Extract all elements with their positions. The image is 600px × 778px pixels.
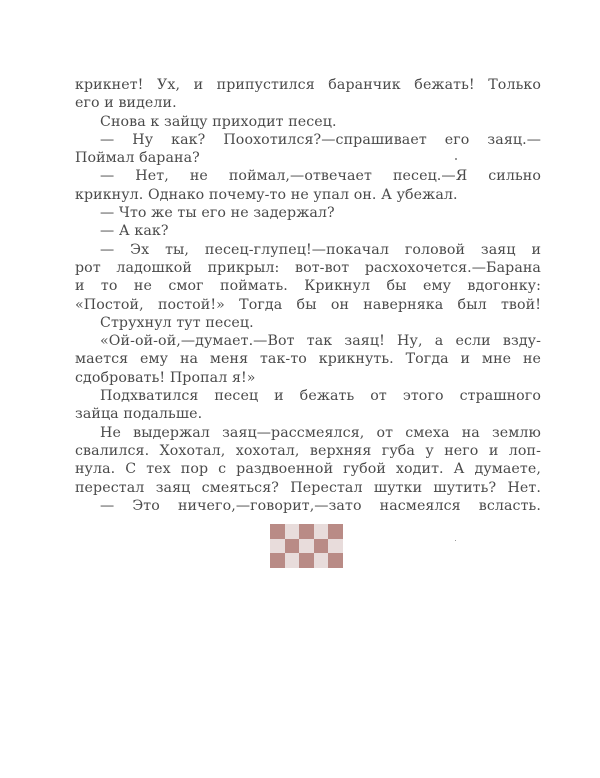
- text-line: сдобровать! Пропал я!»: [75, 369, 256, 386]
- text-line: перестал заяц смеяться? Перестал шутки шутить? Нет.: [75, 479, 541, 496]
- checker-cell: [328, 539, 343, 554]
- checker-cell: [299, 553, 314, 568]
- text-line: мается ему на меня так-то крикнуть. Тогда и мне не: [75, 351, 541, 368]
- checker-cell: [270, 553, 285, 568]
- text-line: крикнул. Однако почему-то не упал он. А убежал.: [75, 186, 458, 203]
- checker-cell: [270, 539, 285, 554]
- text-line: Поймал барана?: [75, 150, 200, 167]
- text-line: и то не смог поймать. Крикнул бы ему вдогонку:: [75, 278, 541, 295]
- text-line: Подхватился песец и бежать от этого страшного: [100, 388, 541, 405]
- text-line: рот ладошкой прикрыл: вот-вот расхохочется.—Барана: [75, 259, 541, 276]
- text-line: его и видели.: [75, 95, 177, 112]
- text-line: — Эх ты, песец-глупец!—покачал головой заяц и: [100, 241, 541, 258]
- text-line: — Это ничего,—говорит,—зато насмеялся всласть.: [100, 497, 541, 514]
- text-line: Струхнул тут песец.: [100, 314, 254, 331]
- text-line: «Ой-ой-ой,—думает.—Вот так заяц! Ну, а если взду-: [100, 333, 541, 350]
- checker-cell: [285, 524, 300, 539]
- book-page-text: [75, 76, 541, 515]
- text-line: зайца подальше.: [75, 406, 203, 423]
- checker-cell: [314, 539, 329, 554]
- text-line: — Нет, не поймал,—отвечает песец.—Я сильно: [100, 168, 541, 185]
- checker-cell: [299, 539, 314, 554]
- text-line: — Что же ты его не задержал?: [100, 205, 335, 222]
- checker-cell: [285, 553, 300, 568]
- checkered-ornament: [270, 524, 343, 568]
- print-speck: [455, 540, 456, 541]
- checker-cell: [314, 524, 329, 539]
- text-line: Не выдержал заяц—рассмеялся, от смеха на землю: [100, 424, 541, 441]
- text-line: Снова к зайцу приходит песец.: [100, 113, 337, 130]
- checker-cell: [328, 524, 343, 539]
- checker-cell: [314, 553, 329, 568]
- text-line: — А как?: [100, 223, 169, 240]
- checker-cell: [285, 539, 300, 554]
- checker-cell: [299, 524, 314, 539]
- print-speck: [455, 158, 457, 160]
- text-line: — Ну как? Поохотился?—спрашивает его заяц.—: [100, 131, 541, 148]
- text-line: свалился. Хохотал, хохотал, верхняя губа у него и лоп-: [75, 442, 541, 459]
- text-line: нула. С тех пор с раздвоенной губой ходит. А думаете,: [75, 461, 541, 478]
- checker-cell: [328, 553, 343, 568]
- checker-cell: [270, 524, 285, 539]
- text-line: «Постой, постой!» Тогда бы он наверняка был твой!: [75, 296, 541, 313]
- text-line: крикнет! Ух, и припустился баранчик бежать! Только: [75, 77, 541, 93]
